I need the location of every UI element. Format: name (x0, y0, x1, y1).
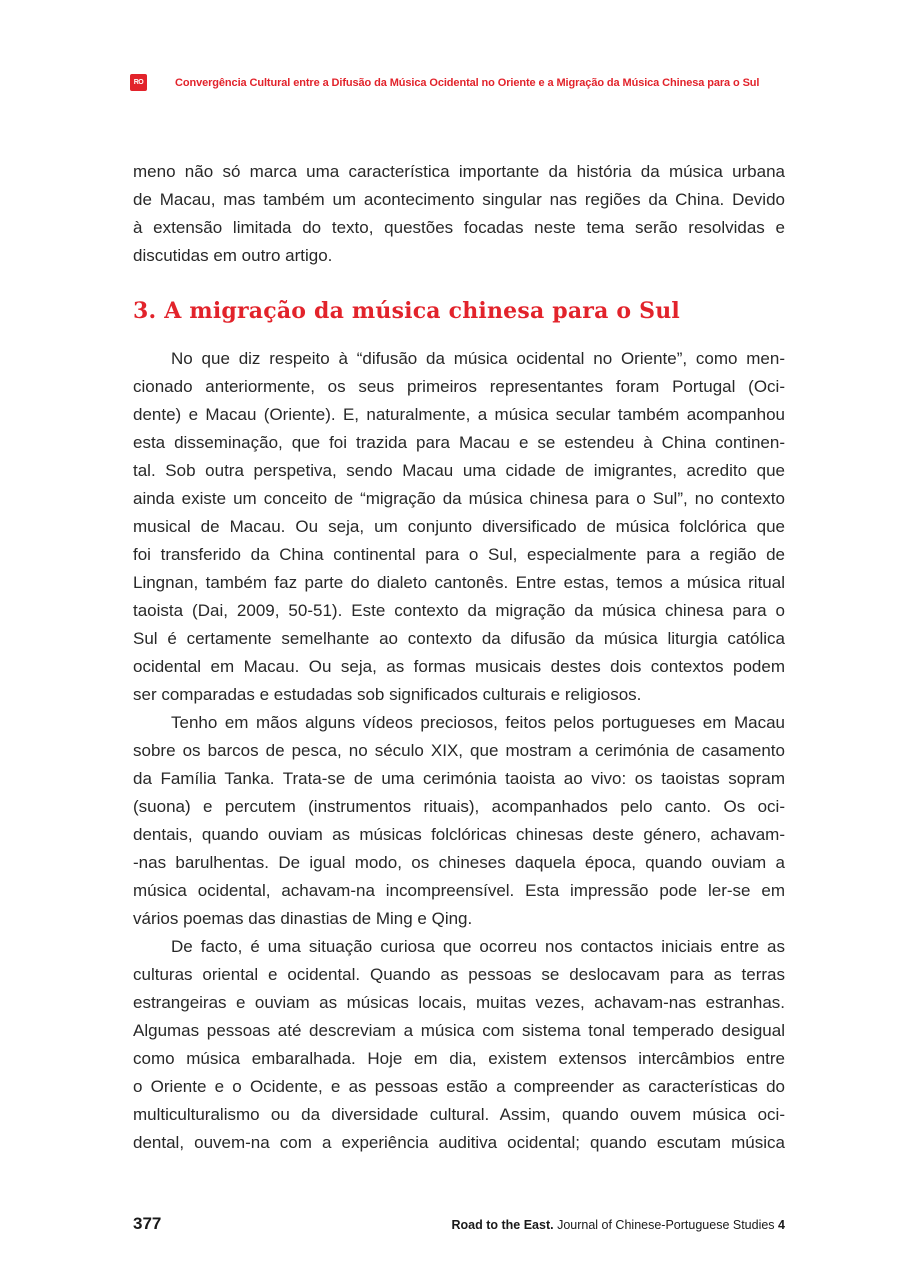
journal-name: Road to the East. (451, 1218, 554, 1232)
text-line: meno não só marca uma característica importante da história da música urbana (133, 162, 785, 181)
text-line: tal. Sob outra perspetiva, sendo Macau uma cidade de imigrantes, acredito que (133, 461, 785, 480)
journal-logo-icon: RO (130, 74, 147, 91)
text-line: como música embaralhada. Hoje em dia, existem extensos intercâmbios entre (133, 1049, 785, 1068)
text-line: Lingnan, também faz parte do dialeto cantonês. Entre estas, temos a música ritual (133, 573, 785, 592)
text-line: Algumas pessoas até descreviam a música com sistema tonal temperado desigual (133, 1021, 785, 1040)
journal-subtitle: Journal of Chinese-Portuguese Studies (553, 1218, 779, 1232)
text-line: ser comparadas e estudadas sob significados culturais e religiosos. (133, 685, 642, 704)
text-line: discutidas em outro artigo. (133, 246, 333, 265)
text-line: (suona) e percutem (instrumentos rituais), acompanhados pelo canto. Os oci- (133, 797, 785, 816)
section-heading: 3. A migração da música chinesa para o Sul (133, 298, 680, 324)
text-line: estrangeiras e ouviam as músicas locais, muitas vezes, achavam-nas estranhas. (133, 993, 785, 1012)
text-line: taoista (Dai, 2009, 50-51). Este contexto da migração da música chinesa para o (133, 601, 785, 620)
text-line: culturas oriental e ocidental. Quando as pessoas se deslocavam para as terras (133, 965, 785, 984)
text-line: à extensão limitada do texto, questões focadas neste tema serão resolvidas e (133, 218, 785, 237)
page-header (130, 74, 785, 91)
text-line: cionado anteriormente, os seus primeiros representantes foram Portugal (Oci- (133, 377, 785, 396)
issue-number: 4 (778, 1218, 785, 1232)
text-line: ainda existe um conceito de “migração da música chinesa para o Sul”, no contexto (133, 489, 785, 508)
page-number: 377 (133, 1214, 162, 1233)
text-line: musical de Macau. Ou seja, um conjunto diversificado de música folclórica que (133, 517, 785, 536)
text-line: -nas barulhentas. De igual modo, os chineses daquela época, quando ouviam a (133, 853, 785, 872)
paragraph-intro (133, 158, 785, 270)
text-line: dente) e Macau (Oriente). E, naturalmente, a música secular também acompanhou (133, 405, 785, 424)
text-line: dentais, quando ouviam as músicas folclóricas chinesas deste género, achavam- (133, 825, 785, 844)
text-line: No que diz respeito à “difusão da música ocidental no Oriente”, como men- (171, 349, 785, 368)
text-line: ocidental em Macau. Ou seja, as formas musicais destes dois contextos podem (133, 657, 785, 676)
text-line: de Macau, mas também um acontecimento singular nas regiões da China. Devido (133, 190, 785, 209)
paragraph (133, 345, 785, 709)
text-line: multiculturalismo ou da diversidade cultural. Assim, quando ouvem música oci- (133, 1105, 785, 1124)
text-line: sobre os barcos de pesca, no século XIX, que mostram a cerimónia de casamento (133, 741, 785, 760)
text-line: De facto, é uma situação curiosa que ocorreu nos contactos iniciais entre as (171, 937, 785, 956)
text-line: vários poemas das dinastias de Ming e Qing. (133, 909, 473, 928)
page-footer (133, 1214, 785, 1234)
text-line: Tenho em mãos alguns vídeos preciosos, feitos pelos portugueses em Macau (171, 713, 785, 732)
article-body (133, 158, 785, 1157)
running-title: Convergência Cultural entre a Difusão da Música Ocidental no Oriente e a Migração da Música Chinesa para o Sul (175, 76, 760, 89)
text-line: dental, ouvem-na com a experiência auditiva ocidental; quando escutam música (133, 1133, 785, 1152)
paragraph (133, 709, 785, 933)
journal-title-line (452, 1218, 786, 1232)
paragraph (133, 933, 785, 1157)
text-line: foi transferido da China continental para o Sul, especialmente para a região de (133, 545, 785, 564)
text-line: da Família Tanka. Trata-se de uma cerimónia taoista ao vivo: os taoistas sopram (133, 769, 785, 788)
text-line: música ocidental, achavam-na incompreensível. Esta impressão pode ler-se em (133, 881, 785, 900)
text-line: Sul é certamente semelhante ao contexto da difusão da música liturgia católica (133, 629, 785, 648)
text-line: o Oriente e o Ocidente, e as pessoas estão a compreender as características do (133, 1077, 785, 1096)
text-line: esta disseminação, que foi trazida para Macau e se estendeu à China continen- (133, 433, 785, 452)
